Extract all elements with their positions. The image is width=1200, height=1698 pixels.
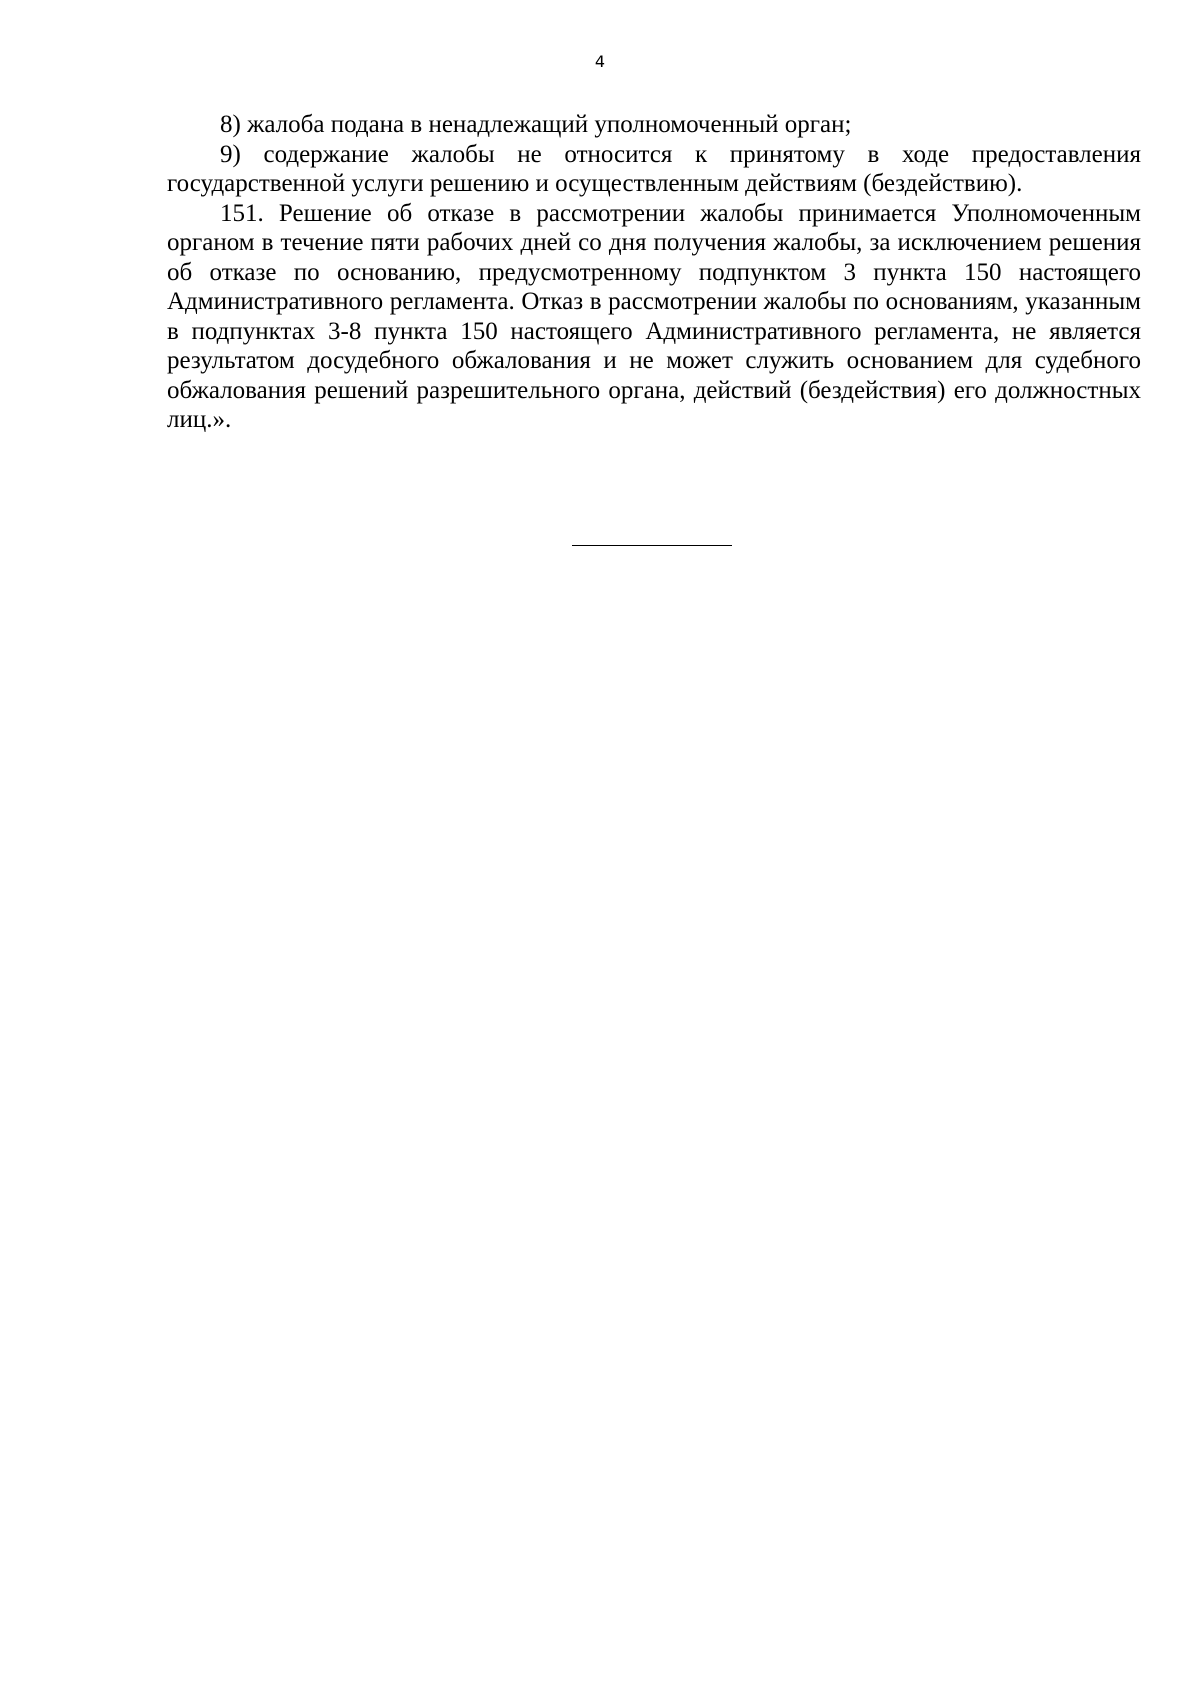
list-item-8: 8) жалоба подана в ненадлежащий уполномоченный орган; — [220, 111, 852, 138]
document-body — [167, 110, 1141, 435]
page-number: 4 — [594, 52, 606, 71]
list-item-9: 9) содержание жалобы не относится к принятому в ходе предоставления государственной услуги решению и осуществленным действиям (бездействию). — [167, 140, 1141, 197]
end-separator-line — [572, 545, 732, 546]
clause-151: 151. Решение об отказе в рассмотрении жалобы принимается Уполномоченным органом в течение пяти рабочих дней со дня получения жалобы, за исключением решения об отказе по основанию, предусмотренному подпунктом 3 пункта 150 настоящего Административного регламента. Отказ в рассмотрении жалобы по основаниям, указанным в подпунктах 3-8 пункта 150 настоящего Административного регламента, не является результатом досудебного обжалования и не может служить основанием для судебного обжалования решений разрешительного органа, действий (бездействия) его должностных лиц.». — [167, 199, 1141, 433]
